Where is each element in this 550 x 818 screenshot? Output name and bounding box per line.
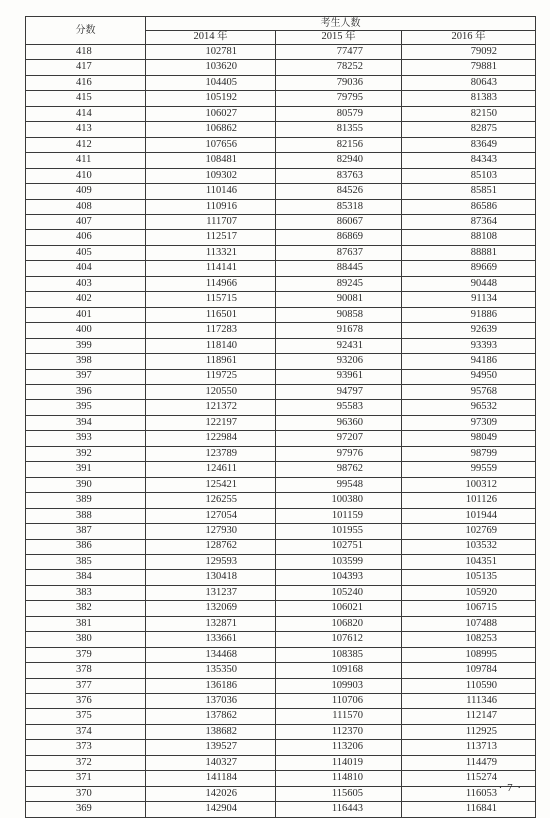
count-2016-cell: 94186 (402, 354, 536, 369)
count-2016-cell: 93393 (402, 338, 536, 353)
count-2015-cell: 105240 (276, 585, 402, 600)
count-2015-cell: 103599 (276, 554, 402, 569)
count-2016-cell: 83649 (402, 137, 536, 152)
table-row (26, 539, 536, 554)
table-row (26, 75, 536, 90)
table-row (26, 45, 536, 60)
score-cell: 413 (26, 122, 146, 137)
table-row (26, 493, 536, 508)
score-cell: 407 (26, 214, 146, 229)
count-2014-cell: 117283 (146, 323, 276, 338)
count-2015-cell: 92431 (276, 338, 402, 353)
count-2016-cell: 91886 (402, 307, 536, 322)
score-cell: 411 (26, 153, 146, 168)
score-cell: 373 (26, 740, 146, 755)
count-2016-cell: 101126 (402, 493, 536, 508)
table-row (26, 477, 536, 492)
count-2016-cell: 97309 (402, 415, 536, 430)
count-2014-cell: 127930 (146, 524, 276, 539)
table-row (26, 354, 536, 369)
count-2015-cell: 84526 (276, 184, 402, 199)
count-2015-cell: 101159 (276, 508, 402, 523)
score-count-table (25, 16, 536, 818)
score-cell: 405 (26, 245, 146, 260)
count-2015-cell: 82940 (276, 153, 402, 168)
table-row (26, 755, 536, 770)
score-cell: 395 (26, 400, 146, 415)
count-2015-cell: 97976 (276, 446, 402, 461)
count-2014-cell: 142904 (146, 802, 276, 817)
count-2014-cell: 134468 (146, 647, 276, 662)
year-header-2015: 2015 年 (276, 31, 402, 45)
count-2014-cell: 140327 (146, 755, 276, 770)
score-cell: 378 (26, 663, 146, 678)
year-header-2016: 2016 年 (402, 31, 536, 45)
score-cell: 414 (26, 106, 146, 121)
count-2015-cell: 112370 (276, 724, 402, 739)
score-cell: 372 (26, 755, 146, 770)
count-2016-cell: 92639 (402, 323, 536, 338)
count-2016-cell: 79092 (402, 45, 536, 60)
count-2014-cell: 116501 (146, 307, 276, 322)
score-cell: 381 (26, 616, 146, 631)
table-row (26, 508, 536, 523)
count-2016-cell: 91134 (402, 292, 536, 307)
count-2016-cell: 82875 (402, 122, 536, 137)
count-2016-cell: 80643 (402, 75, 536, 90)
count-2015-cell: 85318 (276, 199, 402, 214)
score-cell: 379 (26, 647, 146, 662)
score-column-header: 分数 (26, 17, 146, 45)
count-2016-cell: 86586 (402, 199, 536, 214)
count-2016-cell: 85851 (402, 184, 536, 199)
count-2015-cell: 115605 (276, 786, 402, 801)
score-cell: 393 (26, 431, 146, 446)
count-2016-cell: 98049 (402, 431, 536, 446)
score-cell: 404 (26, 261, 146, 276)
score-cell: 388 (26, 508, 146, 523)
table-row (26, 261, 536, 276)
score-cell: 412 (26, 137, 146, 152)
count-2014-cell: 109302 (146, 168, 276, 183)
count-2016-cell: 100312 (402, 477, 536, 492)
table-row (26, 184, 536, 199)
count-2016-cell: 88881 (402, 245, 536, 260)
table-row (26, 400, 536, 415)
count-2014-cell: 119725 (146, 369, 276, 384)
table-row (26, 771, 536, 786)
count-2016-cell: 94950 (402, 369, 536, 384)
count-2015-cell: 114019 (276, 755, 402, 770)
score-cell: 409 (26, 184, 146, 199)
count-2016-cell: 96532 (402, 400, 536, 415)
count-2015-cell: 87637 (276, 245, 402, 260)
count-2014-cell: 103620 (146, 60, 276, 75)
count-2014-cell: 139527 (146, 740, 276, 755)
count-2016-cell: 108253 (402, 632, 536, 647)
count-2014-cell: 106027 (146, 106, 276, 121)
count-2014-cell: 122197 (146, 415, 276, 430)
table-row (26, 276, 536, 291)
table-body (26, 45, 536, 818)
score-cell: 389 (26, 493, 146, 508)
score-cell: 416 (26, 75, 146, 90)
count-2014-cell: 114141 (146, 261, 276, 276)
count-2014-cell: 105192 (146, 91, 276, 106)
table-row (26, 245, 536, 260)
count-2014-cell: 110916 (146, 199, 276, 214)
score-cell: 408 (26, 199, 146, 214)
count-2015-cell: 78252 (276, 60, 402, 75)
count-2015-cell: 116443 (276, 802, 402, 817)
count-2015-cell: 99548 (276, 477, 402, 492)
score-cell: 402 (26, 292, 146, 307)
count-2014-cell: 106862 (146, 122, 276, 137)
table-row (26, 663, 536, 678)
candidate-count-group-header: 考生人数 (146, 17, 536, 31)
count-2015-cell: 106820 (276, 616, 402, 631)
count-2016-cell: 113713 (402, 740, 536, 755)
count-2016-cell: 89669 (402, 261, 536, 276)
count-2016-cell: 98799 (402, 446, 536, 461)
score-cell: 399 (26, 338, 146, 353)
count-2015-cell: 108385 (276, 647, 402, 662)
count-2015-cell: 109168 (276, 663, 402, 678)
table-row (26, 307, 536, 322)
table-row (26, 292, 536, 307)
table-row (26, 168, 536, 183)
score-cell: 400 (26, 323, 146, 338)
table-row (26, 230, 536, 245)
table-header (26, 17, 536, 45)
count-2014-cell: 124611 (146, 462, 276, 477)
count-2015-cell: 93961 (276, 369, 402, 384)
count-2014-cell: 130418 (146, 570, 276, 585)
count-2014-cell: 138682 (146, 724, 276, 739)
count-2014-cell: 114966 (146, 276, 276, 291)
count-2016-cell: 102769 (402, 524, 536, 539)
table-row (26, 214, 536, 229)
score-cell: 371 (26, 771, 146, 786)
count-2015-cell: 94797 (276, 384, 402, 399)
table-row (26, 462, 536, 477)
count-2014-cell: 115715 (146, 292, 276, 307)
count-2015-cell: 102751 (276, 539, 402, 554)
table-row (26, 91, 536, 106)
count-2014-cell: 118140 (146, 338, 276, 353)
count-2015-cell: 82156 (276, 137, 402, 152)
score-cell: 417 (26, 60, 146, 75)
count-2016-cell: 82150 (402, 106, 536, 121)
page-number: · 7 · (498, 782, 522, 794)
count-2015-cell: 114810 (276, 771, 402, 786)
score-cell: 394 (26, 415, 146, 430)
count-2014-cell: 122984 (146, 431, 276, 446)
count-2016-cell: 110590 (402, 678, 536, 693)
score-cell: 398 (26, 354, 146, 369)
count-2016-cell: 81383 (402, 91, 536, 106)
score-cell: 369 (26, 802, 146, 817)
count-2015-cell: 98762 (276, 462, 402, 477)
score-cell: 370 (26, 786, 146, 801)
table-row (26, 524, 536, 539)
score-cell: 374 (26, 724, 146, 739)
count-2016-cell: 87364 (402, 214, 536, 229)
score-cell: 410 (26, 168, 146, 183)
count-2015-cell: 93206 (276, 354, 402, 369)
count-2016-cell: 101944 (402, 508, 536, 523)
score-cell: 382 (26, 601, 146, 616)
count-2014-cell: 137036 (146, 694, 276, 709)
count-2016-cell: 109784 (402, 663, 536, 678)
table-row (26, 601, 536, 616)
count-2016-cell: 107488 (402, 616, 536, 631)
count-2014-cell: 131237 (146, 585, 276, 600)
score-cell: 387 (26, 524, 146, 539)
count-2014-cell: 127054 (146, 508, 276, 523)
count-2015-cell: 91678 (276, 323, 402, 338)
count-2015-cell: 109903 (276, 678, 402, 693)
count-2015-cell: 113206 (276, 740, 402, 755)
count-2015-cell: 104393 (276, 570, 402, 585)
count-2014-cell: 111707 (146, 214, 276, 229)
count-2016-cell: 112925 (402, 724, 536, 739)
table-row (26, 137, 536, 152)
table-row (26, 740, 536, 755)
count-2015-cell: 81355 (276, 122, 402, 137)
count-2016-cell: 88108 (402, 230, 536, 245)
count-2014-cell: 104405 (146, 75, 276, 90)
score-cell: 375 (26, 709, 146, 724)
count-2014-cell: 136186 (146, 678, 276, 693)
count-2015-cell: 111570 (276, 709, 402, 724)
count-2016-cell: 79881 (402, 60, 536, 75)
count-2015-cell: 77477 (276, 45, 402, 60)
count-2015-cell: 86869 (276, 230, 402, 245)
table-row (26, 632, 536, 647)
table-row (26, 431, 536, 446)
table-row (26, 122, 536, 137)
table-row (26, 678, 536, 693)
table-row (26, 446, 536, 461)
count-2016-cell: 84343 (402, 153, 536, 168)
table-row (26, 570, 536, 585)
score-cell: 415 (26, 91, 146, 106)
count-2016-cell: 90448 (402, 276, 536, 291)
score-cell: 376 (26, 694, 146, 709)
count-2016-cell: 116053 (402, 786, 536, 801)
table-row (26, 369, 536, 384)
count-2015-cell: 79036 (276, 75, 402, 90)
count-2015-cell: 80579 (276, 106, 402, 121)
count-2014-cell: 110146 (146, 184, 276, 199)
table-row (26, 106, 536, 121)
count-2014-cell: 126255 (146, 493, 276, 508)
count-2014-cell: 137862 (146, 709, 276, 724)
score-cell: 383 (26, 585, 146, 600)
count-2015-cell: 88445 (276, 261, 402, 276)
score-cell: 385 (26, 554, 146, 569)
count-2015-cell: 95583 (276, 400, 402, 415)
count-2014-cell: 102781 (146, 45, 276, 60)
score-cell: 377 (26, 678, 146, 693)
count-2014-cell: 107656 (146, 137, 276, 152)
score-cell: 380 (26, 632, 146, 647)
count-2014-cell: 112517 (146, 230, 276, 245)
year-header-2014: 2014 年 (146, 31, 276, 45)
score-cell: 384 (26, 570, 146, 585)
count-2016-cell: 105135 (402, 570, 536, 585)
table-row (26, 786, 536, 801)
count-2015-cell: 100380 (276, 493, 402, 508)
count-2015-cell: 107612 (276, 632, 402, 647)
score-cell: 418 (26, 45, 146, 60)
count-2016-cell: 112147 (402, 709, 536, 724)
count-2015-cell: 90081 (276, 292, 402, 307)
count-2016-cell: 114479 (402, 755, 536, 770)
count-2015-cell: 97207 (276, 431, 402, 446)
count-2014-cell: 113321 (146, 245, 276, 260)
count-2015-cell: 106021 (276, 601, 402, 616)
count-2014-cell: 133661 (146, 632, 276, 647)
count-2016-cell: 116841 (402, 802, 536, 817)
table-row (26, 616, 536, 631)
count-2015-cell: 90858 (276, 307, 402, 322)
count-2014-cell: 132069 (146, 601, 276, 616)
table-row (26, 802, 536, 817)
count-2016-cell: 105920 (402, 585, 536, 600)
table-row (26, 415, 536, 430)
count-2015-cell: 101955 (276, 524, 402, 539)
count-2016-cell: 106715 (402, 601, 536, 616)
score-cell: 403 (26, 276, 146, 291)
count-2016-cell: 104351 (402, 554, 536, 569)
table-row (26, 647, 536, 662)
count-2014-cell: 128762 (146, 539, 276, 554)
count-2014-cell: 120550 (146, 384, 276, 399)
count-2015-cell: 96360 (276, 415, 402, 430)
score-cell: 406 (26, 230, 146, 245)
table-row (26, 724, 536, 739)
table-row (26, 153, 536, 168)
table-row (26, 585, 536, 600)
count-2016-cell: 111346 (402, 694, 536, 709)
count-2014-cell: 123789 (146, 446, 276, 461)
count-2016-cell: 99559 (402, 462, 536, 477)
count-2014-cell: 141184 (146, 771, 276, 786)
count-2015-cell: 83763 (276, 168, 402, 183)
score-cell: 390 (26, 477, 146, 492)
table-row (26, 694, 536, 709)
score-cell: 391 (26, 462, 146, 477)
count-2014-cell: 132871 (146, 616, 276, 631)
count-2016-cell: 95768 (402, 384, 536, 399)
count-2014-cell: 108481 (146, 153, 276, 168)
count-2014-cell: 142026 (146, 786, 276, 801)
count-2014-cell: 135350 (146, 663, 276, 678)
score-cell: 401 (26, 307, 146, 322)
count-2015-cell: 79795 (276, 91, 402, 106)
score-cell: 392 (26, 446, 146, 461)
count-2014-cell: 125421 (146, 477, 276, 492)
count-2016-cell: 85103 (402, 168, 536, 183)
count-2016-cell: 103532 (402, 539, 536, 554)
count-2014-cell: 129593 (146, 554, 276, 569)
count-2016-cell: 115274 (402, 771, 536, 786)
table-row (26, 199, 536, 214)
count-2016-cell: 108995 (402, 647, 536, 662)
table-row (26, 323, 536, 338)
table-row (26, 709, 536, 724)
score-cell: 386 (26, 539, 146, 554)
count-2015-cell: 89245 (276, 276, 402, 291)
table-row (26, 554, 536, 569)
count-2015-cell: 110706 (276, 694, 402, 709)
table-row (26, 338, 536, 353)
count-2014-cell: 118961 (146, 354, 276, 369)
score-cell: 396 (26, 384, 146, 399)
count-2015-cell: 86067 (276, 214, 402, 229)
count-2014-cell: 121372 (146, 400, 276, 415)
table-row (26, 384, 536, 399)
score-cell: 397 (26, 369, 146, 384)
table-row (26, 60, 536, 75)
